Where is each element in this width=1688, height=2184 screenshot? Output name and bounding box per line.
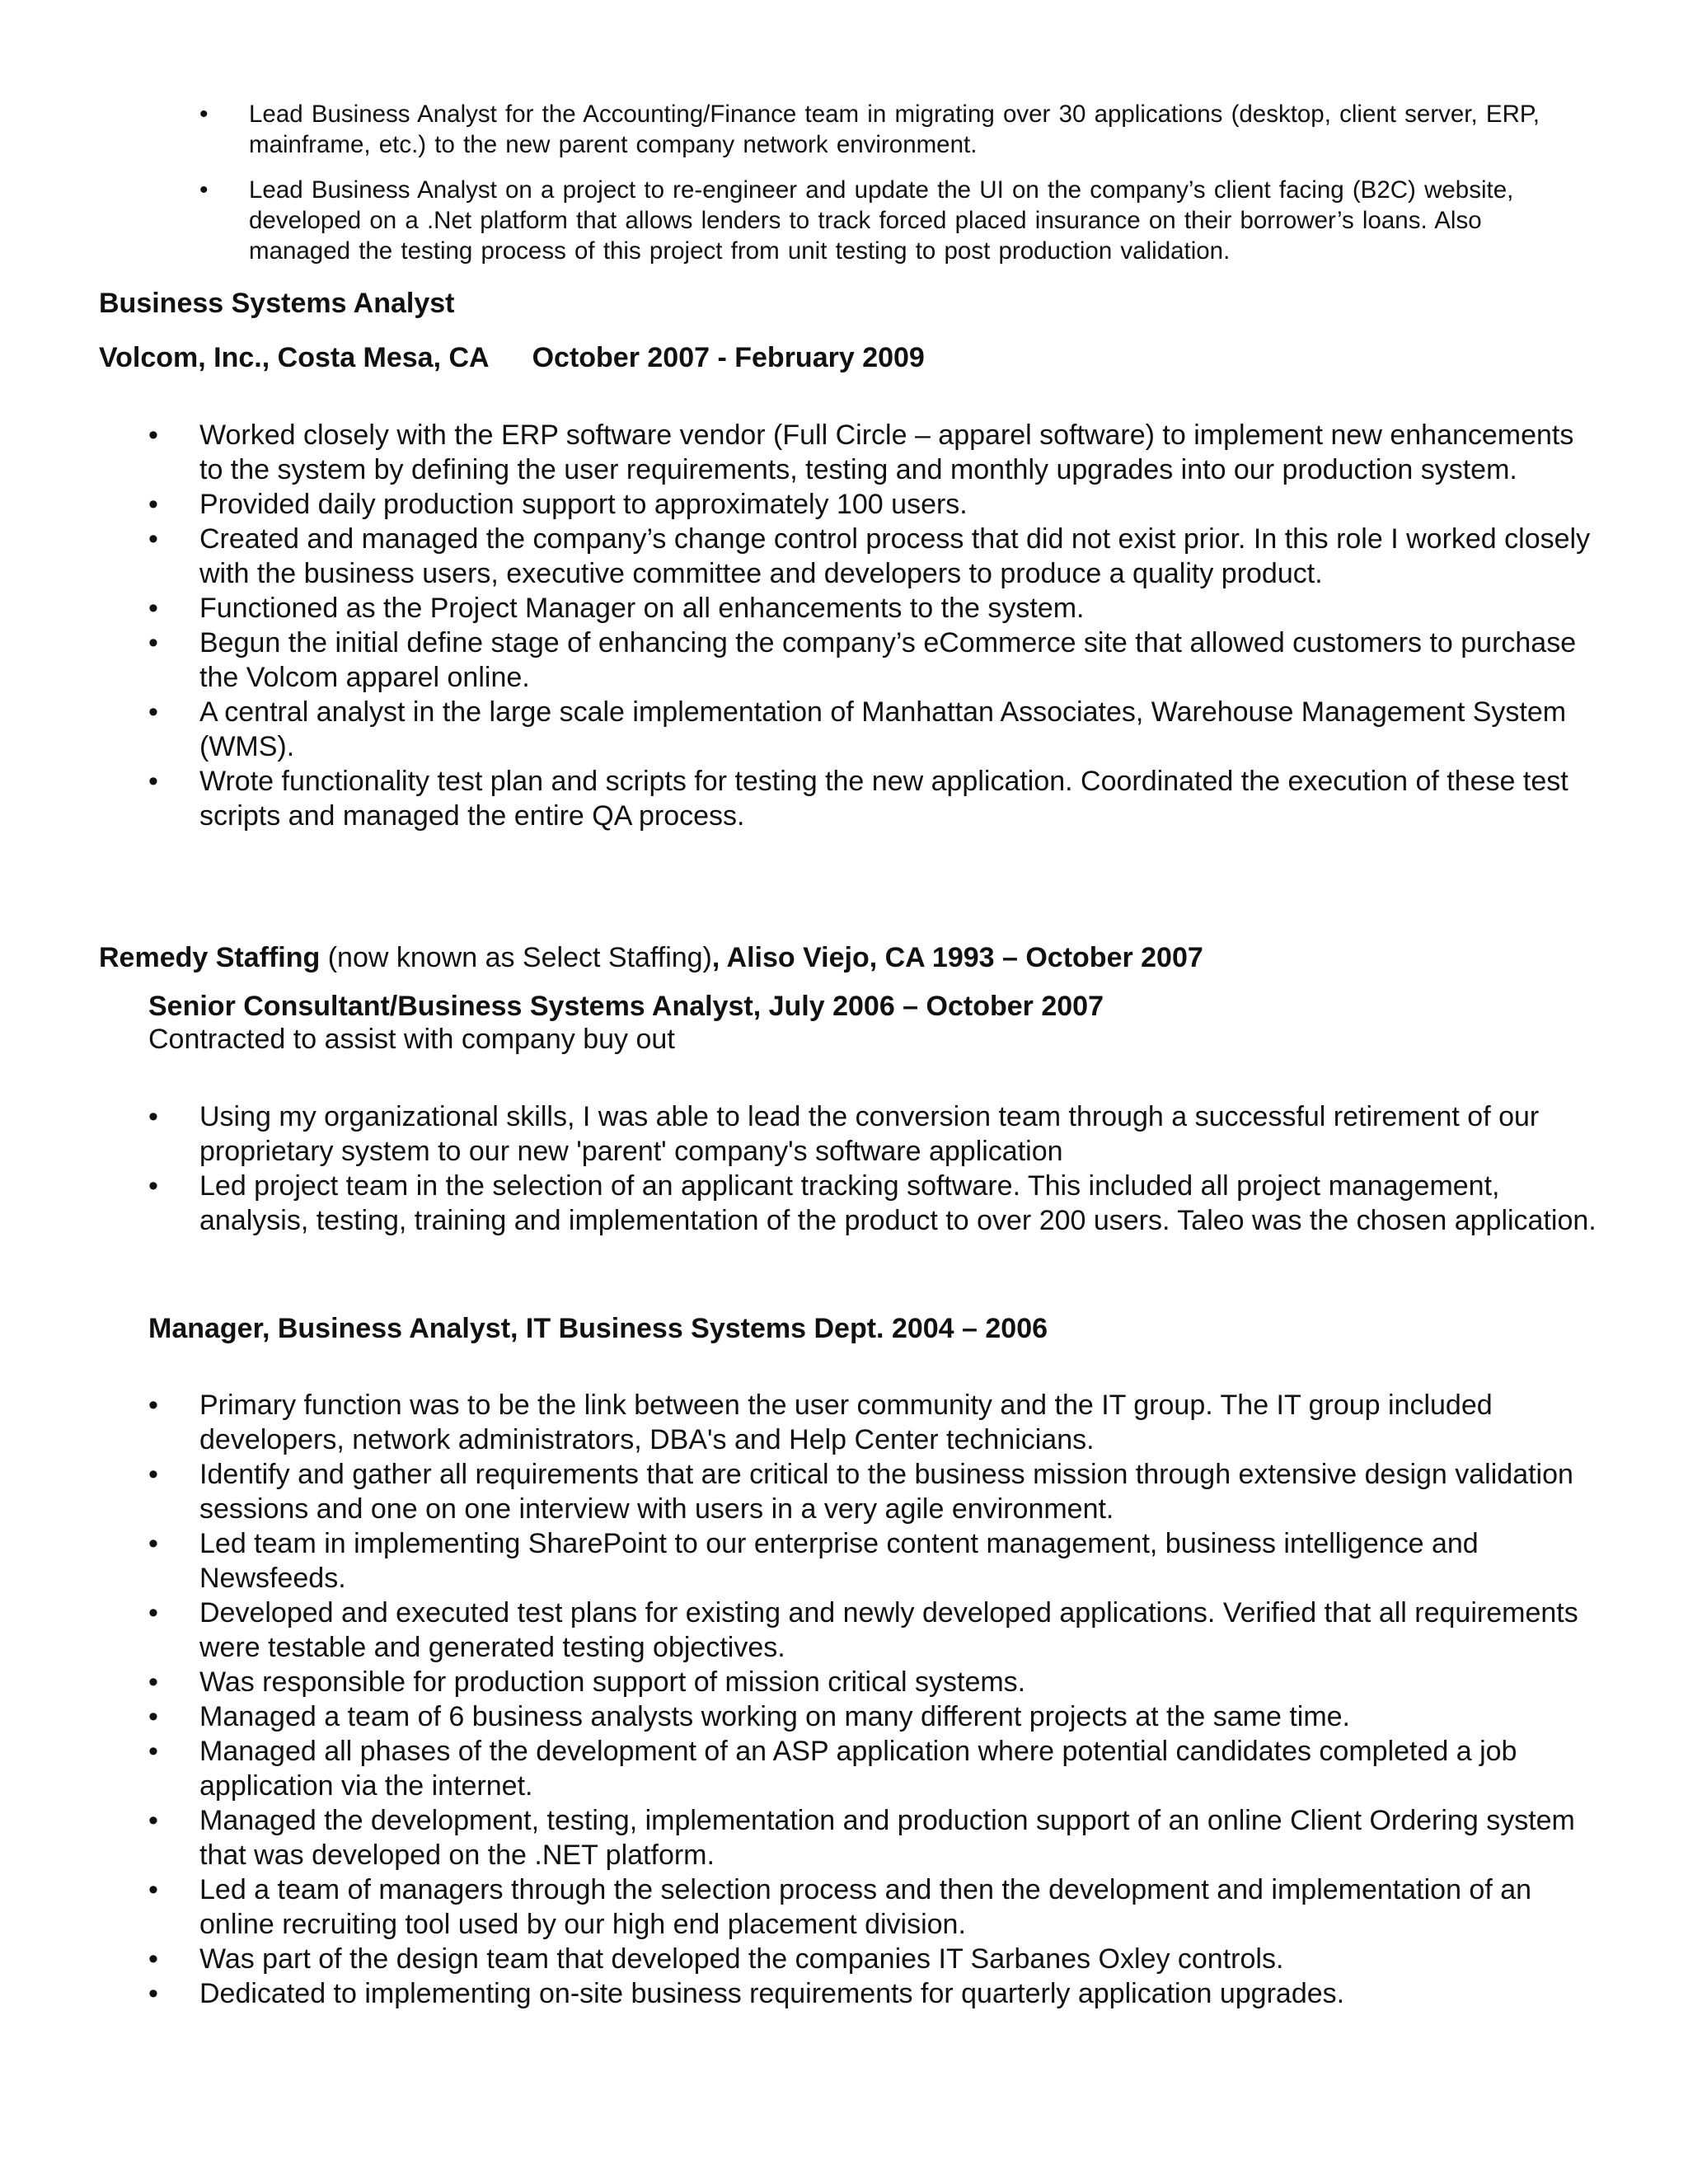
list-item: • Wrote functionality test plan and scripts for testing the new application. Coordinated the execution of these test scripts and managed the entire QA process. bbox=[148, 766, 1568, 832]
bullet-icon: • bbox=[148, 1459, 158, 1490]
bullet-icon: • bbox=[148, 1701, 158, 1732]
volcom-job-title: Business Systems Analyst bbox=[99, 288, 455, 319]
remedy-note: (now known as Select Staffing) bbox=[320, 942, 712, 973]
list-item: • A central analyst in the large scale implementation of Manhattan Associates, Warehouse Management System (WMS). bbox=[148, 696, 1567, 762]
senior-role-bullets bbox=[148, 1099, 1599, 1238]
bullet-icon: • bbox=[148, 419, 158, 451]
senior-role-subtitle: Contracted to assist with company buy out bbox=[148, 1024, 675, 1055]
manager-role-title: Manager, Business Analyst, IT Business Systems Dept. 2004 – 2006 bbox=[148, 1313, 1048, 1344]
list-item: • Managed a team of 6 business analysts working on many different projects at the same time. bbox=[148, 1701, 1350, 1732]
list-item bbox=[199, 175, 1584, 266]
list-item bbox=[199, 99, 1584, 160]
list-item: • Led a team of managers through the selection process and then the development and implementation of an online recruiting tool used by our high end placement division. bbox=[148, 1874, 1532, 1940]
bullet-icon: • bbox=[148, 696, 158, 728]
bullet-icon: • bbox=[148, 627, 158, 658]
bullet-icon: • bbox=[148, 1805, 158, 1836]
list-item: • Led project team in the selection of an applicant tracking software. This included all project management, analysis, testing, training and implementation of the product to over 200 users. Taleo was the chosen application. bbox=[148, 1170, 1597, 1236]
list-item: • Was part of the design team that developed the companies IT Sarbanes Oxley controls. bbox=[148, 1943, 1284, 1975]
list-item: • Developed and executed test plans for existing and newly developed applications. Verified that all requirements were testable and generated testing objectives. bbox=[148, 1597, 1578, 1663]
bullet-icon: • bbox=[148, 593, 158, 624]
remedy-company: Remedy Staffing bbox=[99, 942, 321, 973]
bullet-icon: • bbox=[148, 489, 158, 520]
volcom-dates: October 2007 - February 2009 bbox=[532, 342, 925, 373]
bullet-text: Lead Business Analyst for the Accounting/Finance team in migrating over 30 applications (desktop, client server, ERP, mainframe, etc.) to the new parent company network environment. bbox=[249, 101, 1540, 158]
bullet-icon: • bbox=[148, 1943, 158, 1975]
bullet-icon: • bbox=[148, 1390, 158, 1421]
bullet-icon: • bbox=[148, 1528, 158, 1559]
list-item: • Managed all phases of the development of an ASP application where potential candidates completed a job application via the internet. bbox=[148, 1736, 1517, 1802]
manager-role-bullets bbox=[148, 1388, 1599, 2011]
list-item: • Using my organizational skills, I was able to lead the conversion team through a successful retirement of our proprietary system to our new 'parent' company's software application bbox=[148, 1101, 1540, 1167]
bullet-text: Lead Business Analyst on a project to re-engineer and update the UI on the company’s client facing (B2C) website, developed on a .Net platform that allows lenders to track forced placed insurance on their borrower’s loans. Also managed the testing process of this project from unit testing to post production validation. bbox=[249, 176, 1514, 265]
bullet-icon: • bbox=[148, 1736, 158, 1767]
list-item: • Led team in implementing SharePoint to our enterprise content management, business intelligence and Newsfeeds. bbox=[148, 1528, 1479, 1594]
bullet-icon: • bbox=[148, 1101, 158, 1132]
bullet-icon: • bbox=[148, 766, 158, 797]
list-item: • Worked closely with the ERP software vendor (Full Circle – apparel software) to implement new enhancements to the system by defining the user requirements, testing and monthly upgrades into our production system. bbox=[148, 419, 1574, 485]
bullet-icon: • bbox=[148, 1978, 158, 2009]
list-item: • Identify and gather all requirements that are critical to the business mission through extensive design validation sessions and one on one interview with users in a very agile environment. bbox=[148, 1459, 1573, 1525]
volcom-company: Volcom, Inc., Costa Mesa, CA bbox=[99, 342, 490, 373]
bullet-icon: • bbox=[148, 523, 158, 555]
remedy-location-dates: , Aliso Viejo, CA 1993 – October 2007 bbox=[711, 942, 1203, 973]
list-item: • Primary function was to be the link between the user community and the IT group. The IT group included developers, network administrators, DBA's and Help Center technicians. bbox=[148, 1390, 1493, 1455]
volcom-bullets bbox=[148, 418, 1599, 833]
volcom-company-line bbox=[99, 341, 925, 374]
list-item: • Created and managed the company’s change control process that did not exist prior. In this role I worked closely with the business users, executive committee and developers to produce a quality product. bbox=[148, 523, 1591, 589]
bullet-icon: • bbox=[148, 1666, 158, 1698]
remedy-company-line bbox=[99, 941, 1203, 974]
list-item: • Was responsible for production support of mission critical systems. bbox=[148, 1666, 1026, 1698]
bullet-icon: • bbox=[148, 1874, 158, 1905]
list-item: • Dedicated to implementing on-site business requirements for quarterly application upgrades. bbox=[148, 1978, 1345, 2009]
previous-role-bullets bbox=[199, 99, 1584, 281]
list-item: • Functioned as the Project Manager on all enhancements to the system. bbox=[148, 593, 1085, 624]
list-item: • Begun the initial define stage of enhancing the company’s eCommerce site that allowed customers to purchase the Volcom apparel online. bbox=[148, 627, 1577, 693]
bullet-icon: • bbox=[148, 1597, 158, 1629]
list-item: • Provided daily production support to approximately 100 users. bbox=[148, 489, 968, 520]
list-item: • Managed the development, testing, implementation and production support of an online Client Ordering system that was developed on the .NET platform. bbox=[148, 1805, 1575, 1871]
bullet-icon: • bbox=[199, 176, 209, 204]
bullet-icon: • bbox=[148, 1170, 158, 1202]
senior-role-title: Senior Consultant/Business Systems Analyst, July 2006 – October 2007 bbox=[148, 991, 1104, 1022]
bullet-icon: • bbox=[199, 101, 209, 128]
